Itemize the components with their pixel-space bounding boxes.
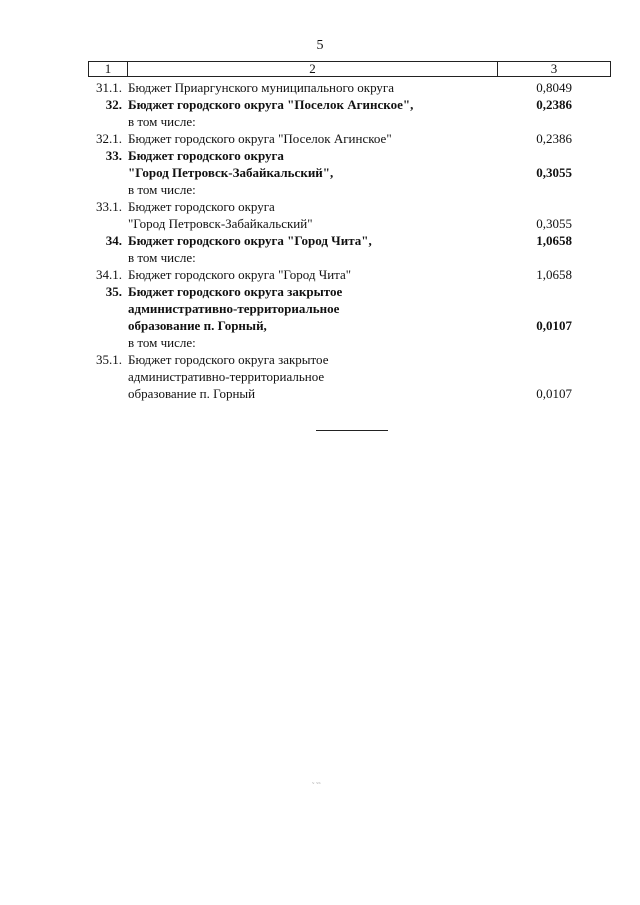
row-description-line: Бюджет городского округа "Город Чита", bbox=[128, 233, 372, 248]
row-description bbox=[128, 334, 508, 351]
row-description-line: Бюджет городского округа "Город Чита" bbox=[128, 267, 352, 282]
row-number: 35.1. bbox=[96, 352, 122, 367]
row-description-line: образование п. Горный bbox=[128, 386, 256, 401]
row-description-line: Бюджет городского округа "Поселок Агинское" bbox=[128, 131, 392, 146]
row-description-line: в том числе: bbox=[128, 335, 196, 350]
row-description bbox=[128, 249, 508, 266]
row-description-line: Бюджет городского округа закрытое bbox=[128, 352, 329, 367]
table-header-col-3: 3 bbox=[550, 61, 558, 76]
row-value: 1,0658 bbox=[536, 267, 572, 282]
row-value: 0,0107 bbox=[536, 318, 572, 333]
row-number: 34. bbox=[105, 233, 122, 248]
row-value: 0,8049 bbox=[536, 80, 572, 95]
row-description bbox=[128, 232, 508, 249]
table-row bbox=[70, 232, 610, 249]
row-value: 0,3055 bbox=[536, 165, 572, 180]
table-row bbox=[70, 249, 610, 266]
row-description-line: образование п. Горный, bbox=[128, 318, 267, 333]
row-number: 33. bbox=[105, 148, 122, 163]
row-number: 34.1. bbox=[96, 267, 122, 282]
scan-artifact: ˷ ˷˷ bbox=[312, 776, 321, 784]
row-value: 0,2386 bbox=[536, 131, 572, 146]
row-description-line: административно-территориальное bbox=[128, 369, 325, 384]
row-description-line: Бюджет городского округа "Поселок Агинское", bbox=[128, 97, 414, 112]
table-header bbox=[88, 61, 611, 77]
row-description bbox=[128, 79, 508, 96]
row-description-line: "Город Петровск-Забайкальский" bbox=[128, 216, 313, 231]
row-description bbox=[128, 147, 508, 181]
row-description bbox=[128, 113, 508, 130]
table-row bbox=[70, 130, 610, 147]
end-divider bbox=[316, 430, 388, 431]
page-number: 5 bbox=[316, 38, 324, 53]
row-value: 0,2386 bbox=[536, 97, 572, 112]
table-row bbox=[70, 198, 610, 232]
row-description bbox=[128, 130, 508, 147]
row-description bbox=[128, 351, 508, 402]
row-description bbox=[128, 181, 508, 198]
row-value: 0,3055 bbox=[536, 216, 572, 231]
table-row bbox=[70, 147, 610, 181]
row-description-line: в том числе: bbox=[128, 250, 196, 265]
row-description bbox=[128, 198, 508, 232]
table-row bbox=[70, 351, 610, 402]
table-row bbox=[70, 266, 610, 283]
row-number: 32.1. bbox=[96, 131, 122, 146]
table-row bbox=[70, 79, 610, 96]
row-value: 1,0658 bbox=[536, 233, 572, 248]
row-description-line: Бюджет городского округа закрытое bbox=[128, 284, 343, 299]
table-header-col-2: 2 bbox=[128, 62, 498, 76]
row-description bbox=[128, 266, 508, 283]
table-header-col-1: 1 bbox=[89, 62, 128, 76]
row-number: 35. bbox=[105, 284, 122, 299]
row-description-line: административно-территориальное bbox=[128, 301, 340, 316]
row-description-line: в том числе: bbox=[128, 114, 196, 129]
row-value: 0,0107 bbox=[536, 386, 572, 401]
row-description-line: Бюджет городского округа bbox=[128, 148, 284, 163]
row-number: 33.1. bbox=[96, 199, 122, 214]
table-row bbox=[70, 113, 610, 130]
budget-rows bbox=[70, 79, 610, 402]
row-description-line: в том числе: bbox=[128, 182, 196, 197]
row-description bbox=[128, 283, 508, 334]
table-row bbox=[70, 334, 610, 351]
table-row bbox=[70, 96, 610, 113]
row-description-line: Бюджет Приаргунского муниципального округа bbox=[128, 80, 395, 95]
row-number: 32. bbox=[105, 97, 122, 112]
row-number: 31.1. bbox=[96, 80, 122, 95]
row-description-line: "Город Петровск-Забайкальский", bbox=[128, 165, 334, 180]
row-description bbox=[128, 96, 508, 113]
row-description-line: Бюджет городского округа bbox=[128, 199, 275, 214]
table-row bbox=[70, 181, 610, 198]
table-row bbox=[70, 283, 610, 334]
